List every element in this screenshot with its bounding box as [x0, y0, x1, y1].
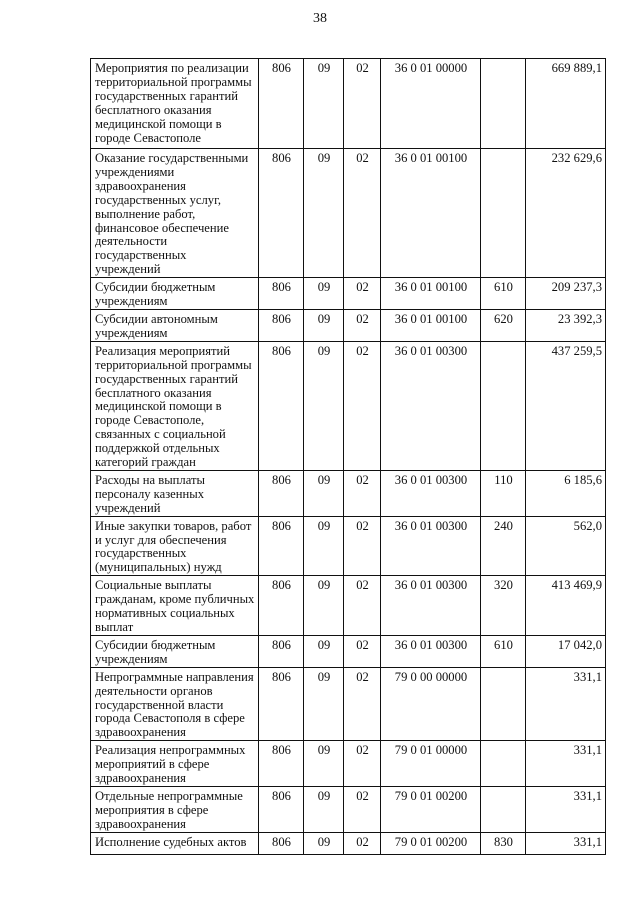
budget-table [90, 58, 606, 855]
row-name: Социальные выплаты гражданам, кроме публичных нормативных социальных выплат [91, 576, 259, 636]
row-vr: 610 [481, 635, 526, 667]
row-section: 09 [304, 149, 344, 278]
row-amount: 331,1 [526, 667, 606, 741]
row-ministry: 806 [259, 635, 304, 667]
row-section: 09 [304, 278, 344, 310]
row-name: Иные закупки товаров, работ и услуг для обеспечения государственных (муниципальных) нужд [91, 516, 259, 576]
row-subsection: 02 [344, 635, 381, 667]
table-row [91, 341, 606, 470]
row-amount: 209 237,3 [526, 278, 606, 310]
row-target: 36 0 01 00300 [381, 516, 481, 576]
row-vr: 610 [481, 278, 526, 310]
row-name: Субсидии бюджетным учреждениям [91, 635, 259, 667]
row-section: 09 [304, 59, 344, 149]
row-target: 36 0 01 00300 [381, 635, 481, 667]
row-name: Реализация мероприятий территориальной программы государственных гарантий бесплатного оказания медицинской помощи в городе Севастополе, связанных с социальной поддержкой отдельных категорий граждан [91, 341, 259, 470]
row-ministry: 806 [259, 278, 304, 310]
row-vr: 830 [481, 832, 526, 854]
row-name: Реализация непрограммных мероприятий в сфере здравоохранения [91, 741, 259, 787]
row-subsection: 02 [344, 341, 381, 470]
row-ministry: 806 [259, 149, 304, 278]
row-section: 09 [304, 470, 344, 516]
table-row [91, 635, 606, 667]
row-vr: 620 [481, 309, 526, 341]
row-section: 09 [304, 635, 344, 667]
row-amount: 23 392,3 [526, 309, 606, 341]
row-ministry: 806 [259, 470, 304, 516]
row-vr [481, 667, 526, 741]
table-row [91, 59, 606, 149]
row-ministry: 806 [259, 667, 304, 741]
row-ministry: 806 [259, 516, 304, 576]
row-amount: 331,1 [526, 786, 606, 832]
row-vr [481, 341, 526, 470]
row-ministry: 806 [259, 341, 304, 470]
row-vr [481, 786, 526, 832]
row-subsection: 02 [344, 741, 381, 787]
table-row [91, 832, 606, 854]
row-target: 79 0 01 00200 [381, 786, 481, 832]
row-vr: 320 [481, 576, 526, 636]
row-amount: 331,1 [526, 832, 606, 854]
row-ministry: 806 [259, 786, 304, 832]
row-section: 09 [304, 667, 344, 741]
table-row [91, 667, 606, 741]
row-amount: 331,1 [526, 741, 606, 787]
table-row [91, 470, 606, 516]
row-subsection: 02 [344, 278, 381, 310]
row-target: 36 0 01 00000 [381, 59, 481, 149]
row-section: 09 [304, 576, 344, 636]
table-body [91, 59, 606, 855]
row-name: Мероприятия по реализации территориальной программы государственных гарантий бесплатного оказания медицинской помощи в городе Севастополе [91, 59, 259, 149]
row-name: Расходы на выплаты персоналу казенных учреждений [91, 470, 259, 516]
row-subsection: 02 [344, 832, 381, 854]
row-amount: 17 042,0 [526, 635, 606, 667]
table-row [91, 516, 606, 576]
row-subsection: 02 [344, 516, 381, 576]
table-row [91, 786, 606, 832]
row-target: 79 0 01 00000 [381, 741, 481, 787]
row-amount: 6 185,6 [526, 470, 606, 516]
row-amount: 437 259,5 [526, 341, 606, 470]
row-ministry: 806 [259, 309, 304, 341]
row-ministry: 806 [259, 59, 304, 149]
row-subsection: 02 [344, 470, 381, 516]
row-vr: 240 [481, 516, 526, 576]
row-vr: 110 [481, 470, 526, 516]
row-ministry: 806 [259, 576, 304, 636]
row-name: Непрограммные направления деятельности органов государственной власти города Севастополя в сфере здравоохранения [91, 667, 259, 741]
row-subsection: 02 [344, 667, 381, 741]
row-vr [481, 59, 526, 149]
table-row [91, 149, 606, 278]
row-target: 79 0 01 00200 [381, 832, 481, 854]
table-row [91, 309, 606, 341]
row-target: 36 0 01 00100 [381, 278, 481, 310]
row-amount: 669 889,1 [526, 59, 606, 149]
row-amount: 232 629,6 [526, 149, 606, 278]
row-section: 09 [304, 309, 344, 341]
page-number: 38 [313, 11, 327, 26]
row-name: Оказание государственными учреждениями здравоохранения государственных услуг, выполнение работ, финансовое обеспечение деятельности государственных учреждений [91, 149, 259, 278]
row-vr [481, 149, 526, 278]
row-name: Исполнение судебных актов [91, 832, 259, 854]
row-subsection: 02 [344, 149, 381, 278]
row-target: 36 0 01 00300 [381, 576, 481, 636]
row-amount: 562,0 [526, 516, 606, 576]
row-section: 09 [304, 341, 344, 470]
row-name: Субсидии автономным учреждениям [91, 309, 259, 341]
table-row [91, 741, 606, 787]
row-target: 79 0 00 00000 [381, 667, 481, 741]
row-vr [481, 741, 526, 787]
row-ministry: 806 [259, 741, 304, 787]
row-ministry: 806 [259, 832, 304, 854]
table-row [91, 278, 606, 310]
row-name: Отдельные непрограммные мероприятия в сфере здравоохранения [91, 786, 259, 832]
row-section: 09 [304, 786, 344, 832]
row-subsection: 02 [344, 786, 381, 832]
row-subsection: 02 [344, 59, 381, 149]
row-target: 36 0 01 00300 [381, 470, 481, 516]
row-amount: 413 469,9 [526, 576, 606, 636]
row-subsection: 02 [344, 309, 381, 341]
table-row [91, 576, 606, 636]
row-target: 36 0 01 00100 [381, 309, 481, 341]
row-target: 36 0 01 00300 [381, 341, 481, 470]
row-target: 36 0 01 00100 [381, 149, 481, 278]
row-section: 09 [304, 832, 344, 854]
row-section: 09 [304, 516, 344, 576]
row-name: Субсидии бюджетным учреждениям [91, 278, 259, 310]
row-subsection: 02 [344, 576, 381, 636]
row-section: 09 [304, 741, 344, 787]
